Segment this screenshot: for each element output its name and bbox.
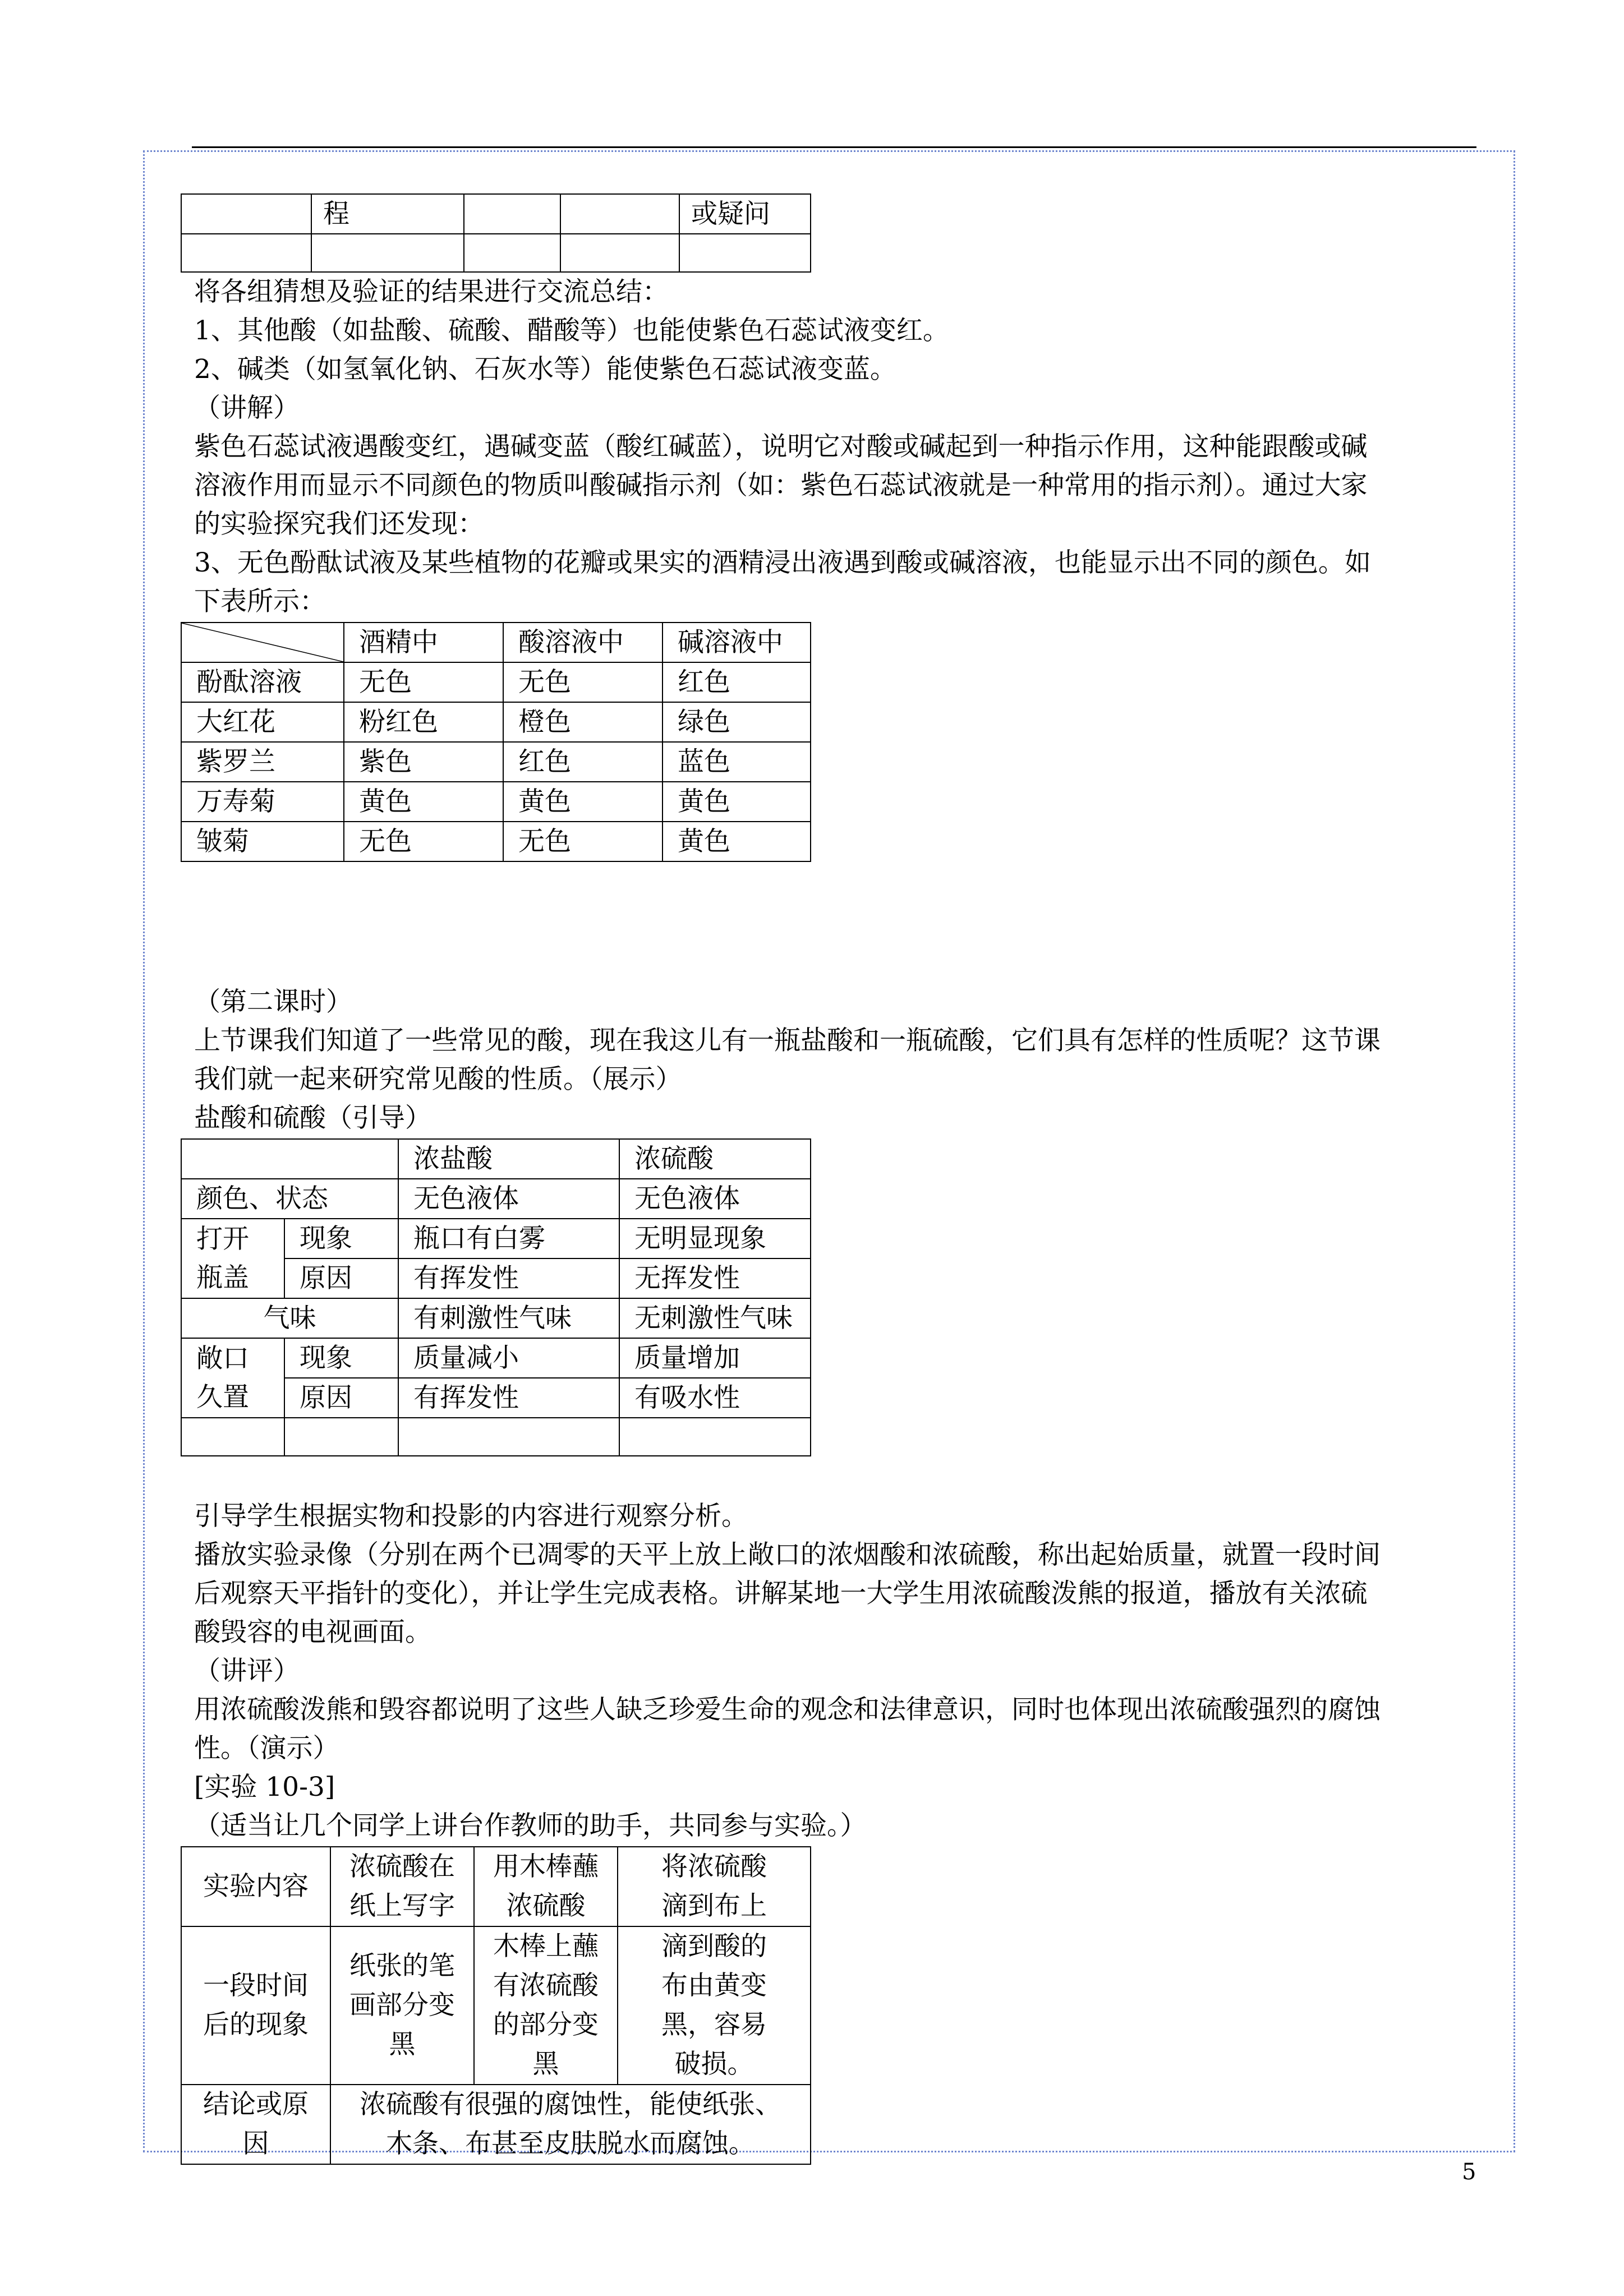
table-cell: 黄色 xyxy=(663,822,811,861)
cell-line: 因 xyxy=(242,2128,269,2159)
comment-line: 用浓硫酸泼熊和毁容都说明了这些人缺乏珍爱生命的观念和法律意识，同时也体现出浓硫酸强烈的腐蚀 xyxy=(194,1694,1381,1725)
table-cell: 黄色 xyxy=(663,782,811,822)
experiment-note: （适当让几个同学上讲台作教师的助手，共同参与实验。） xyxy=(194,1810,867,1841)
table-cell xyxy=(398,1418,619,1456)
table-cell xyxy=(330,1926,474,2085)
table-cell: 大红花 xyxy=(181,702,344,742)
table-cell: 质量减小 xyxy=(398,1338,619,1378)
point-3-line: 下表所示： xyxy=(194,586,326,617)
cell-line: 浓硫酸有很强的腐蚀性，能使纸张、 xyxy=(360,2089,781,2120)
row-group-label-line: 敞口 xyxy=(196,1343,249,1374)
cell-line: 破损。 xyxy=(674,2049,754,2080)
table-cell xyxy=(181,1926,330,2085)
table-cell xyxy=(181,2085,330,2164)
summary-point-2: 2、碱类（如氢氧化钠、石灰水等）能使紫色石蕊试液变蓝。 xyxy=(194,354,896,385)
row-group-label xyxy=(181,1338,284,1418)
table-header-cell xyxy=(330,1847,474,1926)
table-row xyxy=(181,194,811,234)
video-line: 酸毁容的电视画面。 xyxy=(194,1617,431,1648)
diagonal-line xyxy=(182,623,343,662)
cell-line: 黑 xyxy=(389,2029,416,2060)
experiment-table xyxy=(181,1846,811,2165)
cell-line: 将浓硫酸 xyxy=(661,1851,767,1882)
table-cell: 原因 xyxy=(284,1258,398,1298)
intro-line: 我们就一起来研究常见酸的性质。（展示） xyxy=(194,1064,682,1095)
table-row xyxy=(181,234,811,272)
table-header-row xyxy=(181,1847,811,1926)
table-header-cell: 酸溶液中 xyxy=(503,623,663,662)
cell-line: 一段时间 xyxy=(203,1970,309,2001)
cell-line: 浓硫酸 xyxy=(506,1891,586,1921)
table-cell: 现象 xyxy=(284,1219,398,1258)
table-cell xyxy=(181,1418,284,1456)
acid-table-caption: 盐酸和硫酸（引导） xyxy=(194,1103,431,1133)
intro-line: 上节课我们知道了一些常见的酸，现在我这儿有一瓶盐酸和一瓶硫酸，它们具有怎样的性质呢？这节课 xyxy=(194,1025,1381,1056)
table-cell: 气味 xyxy=(181,1298,398,1338)
table-cell: 程 xyxy=(311,194,464,234)
cell-line: 木条、布甚至皮肤脱水而腐蚀。 xyxy=(386,2128,755,2159)
table-header-cell: 酒精中 xyxy=(344,623,503,662)
table-header-cell: 浓硫酸 xyxy=(619,1139,811,1179)
table-header-cell xyxy=(474,1847,618,1926)
cell-line: 有浓硫酸 xyxy=(493,1970,599,2001)
table-cell: 无色液体 xyxy=(619,1179,811,1219)
table-row xyxy=(181,822,811,861)
table-header-cell: 浓盐酸 xyxy=(398,1139,619,1179)
table-cell: 万寿菊 xyxy=(181,782,344,822)
table-header-cell xyxy=(181,1139,398,1179)
table-cell xyxy=(474,1926,618,2085)
table-cell xyxy=(619,1418,811,1456)
page-number: 5 xyxy=(1462,2159,1476,2185)
table-cell: 有刺激性气味 xyxy=(398,1298,619,1338)
table-row xyxy=(181,782,811,822)
table-row xyxy=(181,1179,811,1219)
header-rule xyxy=(192,146,1476,148)
table-row xyxy=(181,1418,811,1456)
table-row xyxy=(181,1926,811,2085)
cell-line: 浓硫酸在 xyxy=(349,1851,455,1882)
table-cell xyxy=(679,234,811,272)
table-cell: 无明显现象 xyxy=(619,1219,811,1258)
table-row xyxy=(181,1338,811,1378)
table-cell xyxy=(618,1926,811,2085)
table-cell: 瓶口有白雾 xyxy=(398,1219,619,1258)
explain-line: 紫色石蕊试液遇酸变红，遇碱变蓝（酸红碱蓝），说明它对酸或碱起到一种指示作用，这种能跟酸或碱 xyxy=(194,431,1368,462)
cell-line: 布由黄变 xyxy=(661,1970,767,2001)
summary-point-1: 1、其他酸（如盐酸、硫酸、醋酸等）也能使紫色石蕊试液变红。 xyxy=(194,315,949,346)
explain-line: 溶液作用而显示不同颜色的物质叫酸碱指示剂（如：紫色石蕊试液就是一种常用的指示剂）。通过大家 xyxy=(194,470,1368,501)
point-3-line: 3、无色酚酞试液及某些植物的花瓣或果实的酒精浸出液遇到酸或碱溶液，也能显示出不同的颜色。如 xyxy=(194,547,1371,578)
table-header-row xyxy=(181,623,811,662)
table-cell xyxy=(181,234,311,272)
cell-line: 滴到布上 xyxy=(661,1891,767,1921)
table-cell xyxy=(181,194,311,234)
table-cell: 红色 xyxy=(663,662,811,702)
table-cell: 或疑问 xyxy=(679,194,811,234)
table-cell: 有挥发性 xyxy=(398,1378,619,1418)
table-cell: 酚酞溶液 xyxy=(181,662,344,702)
table-cell xyxy=(560,194,679,234)
cell-line: 画部分变 xyxy=(349,1990,455,2021)
table-cell: 有吸水性 xyxy=(619,1378,811,1418)
table-cell: 无刺激性气味 xyxy=(619,1298,811,1338)
table-cell: 粉红色 xyxy=(344,702,503,742)
table-row xyxy=(181,2085,811,2164)
diagonal-header-cell xyxy=(181,623,344,662)
video-line: 播放实验录像（分别在两个已凋零的天平上放上敞口的浓烟酸和浓硫酸，称出起始质量，就置一段时间 xyxy=(194,1539,1381,1570)
cell-line: 结论或原 xyxy=(203,2089,309,2120)
table-cell: 皱菊 xyxy=(181,822,344,861)
table-cell: 无色 xyxy=(344,822,503,861)
table-row xyxy=(181,1219,811,1258)
table-header-cell xyxy=(618,1847,811,1926)
video-line: 后观察天平指针的变化），并让学生完成表格。讲解某地一大学生用浓硫酸泼熊的报道，播放有关浓硫 xyxy=(194,1578,1368,1609)
indicator-table xyxy=(181,622,811,862)
lesson-label: （第二课时） xyxy=(194,986,352,1017)
table-cell: 现象 xyxy=(284,1338,398,1378)
cell-line: 后的现象 xyxy=(203,2009,309,2040)
top-table-fragment xyxy=(181,193,811,273)
comment-line: 性。（演示） xyxy=(194,1733,339,1764)
table-row xyxy=(181,662,811,702)
table-cell xyxy=(464,194,560,234)
page-content xyxy=(181,193,1482,2165)
table-cell xyxy=(311,234,464,272)
cell-line: 黑，容易 xyxy=(661,2009,767,2040)
acid-properties-table xyxy=(181,1138,811,1456)
table-cell: 紫色 xyxy=(344,742,503,782)
table-row xyxy=(181,742,811,782)
table-cell: 黄色 xyxy=(344,782,503,822)
row-group-label-line: 打开 xyxy=(196,1224,249,1255)
table-cell: 橙色 xyxy=(503,702,663,742)
table-cell: 颜色、状态 xyxy=(181,1179,398,1219)
explain-label: （讲解） xyxy=(194,393,300,423)
table-cell: 质量增加 xyxy=(619,1338,811,1378)
cell-line: 用木棒蘸 xyxy=(493,1851,599,1882)
table-cell: 无色 xyxy=(344,662,503,702)
table-cell xyxy=(464,234,560,272)
table-cell: 黄色 xyxy=(503,782,663,822)
table-cell: 紫罗兰 xyxy=(181,742,344,782)
experiment-label: [实验 10-3] xyxy=(194,1772,335,1802)
table-cell: 无色 xyxy=(503,822,663,861)
table-cell xyxy=(330,2085,811,2164)
row-group-label-line: 瓶盖 xyxy=(196,1262,249,1293)
table-cell: 原因 xyxy=(284,1378,398,1418)
table-cell: 蓝色 xyxy=(663,742,811,782)
table-cell: 有挥发性 xyxy=(398,1258,619,1298)
table-cell: 绿色 xyxy=(663,702,811,742)
comment-label: （讲评） xyxy=(194,1656,300,1686)
table-cell: 无色 xyxy=(503,662,663,702)
table-header-cell xyxy=(181,1847,330,1926)
explain-line: 的实验探究我们还发现： xyxy=(194,509,484,540)
summary-intro: 将各组猜想及验证的结果进行交流总结： xyxy=(194,276,669,307)
table-row xyxy=(181,702,811,742)
table-cell: 红色 xyxy=(503,742,663,782)
table-cell xyxy=(284,1418,398,1456)
guide-text: 引导学生根据实物和投影的内容进行观察分析。 xyxy=(194,1501,748,1532)
table-cell: 无挥发性 xyxy=(619,1258,811,1298)
table-row xyxy=(181,1298,811,1338)
cell-line: 滴到酸的 xyxy=(661,1931,767,1962)
table-cell xyxy=(560,234,679,272)
cell-line: 的部分变 xyxy=(493,2009,599,2040)
row-group-label xyxy=(181,1219,284,1298)
cell-line: 纸上写字 xyxy=(349,1891,455,1921)
cell-line: 实验内容 xyxy=(203,1871,309,1902)
table-cell: 无色液体 xyxy=(398,1179,619,1219)
row-group-label-line: 久置 xyxy=(196,1382,249,1413)
cell-line: 木棒上蘸 xyxy=(493,1931,599,1962)
cell-line: 黑 xyxy=(532,2049,559,2080)
table-header-row xyxy=(181,1139,811,1179)
cell-line: 纸张的笔 xyxy=(349,1951,455,1981)
table-header-cell: 碱溶液中 xyxy=(663,623,811,662)
